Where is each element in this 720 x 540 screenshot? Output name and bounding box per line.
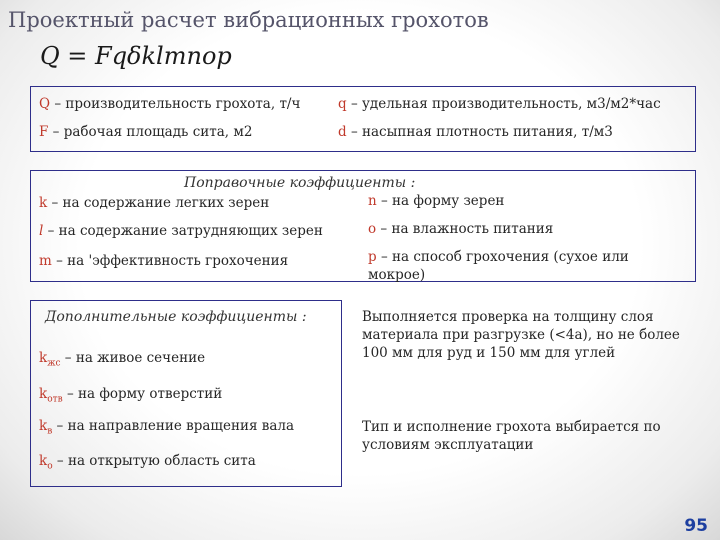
coef-kv-symbol <box>39 418 53 437</box>
coef-kv-base: k <box>39 418 48 434</box>
coef-kotv-desc: – на форму отверстий <box>62 386 223 402</box>
coef-ko-symbol <box>39 453 53 472</box>
coef-kotv-symbol <box>39 386 63 405</box>
coef-kotv <box>39 385 222 409</box>
additional-coefficients-box <box>30 300 342 487</box>
var-F-desc: – рабочая площадь сита, м2 <box>48 124 253 140</box>
var-q-symbol: q <box>338 96 347 112</box>
layer-thickness-note: Выполняется проверка на толщину слоя материала при разгрузке (<4a), но не более 100 мм для руд и 150 мм для углей <box>362 309 680 361</box>
coef-kv-desc: – на направление вращения вала <box>52 418 295 434</box>
coef-kotv-sub: отв <box>47 394 63 405</box>
var-q <box>338 95 661 113</box>
coef-k-desc: – на содержание легких зерен <box>47 195 270 211</box>
coef-kzh-desc: – на живое сечение <box>60 350 206 366</box>
coef-p-desc: – на способ грохочения (сухое или мокрое) <box>368 249 629 283</box>
coef-kotv-base: k <box>39 386 48 402</box>
coef-ko <box>39 452 256 476</box>
var-q-desc: – удельная производительность, м3/м2*час <box>346 96 661 112</box>
coef-n-symbol: n <box>368 193 377 209</box>
coef-l-symbol: l <box>39 223 44 239</box>
coef-n-desc: – на форму зерен <box>376 193 505 209</box>
coef-kv-sub: в <box>47 426 53 437</box>
coef-m-desc: – на 'эффективность грохочения <box>51 253 289 269</box>
coef-kzh-symbol <box>39 350 61 369</box>
coef-k <box>39 194 269 212</box>
correction-coefficients-box <box>30 170 696 282</box>
var-Q-symbol: Q <box>39 96 51 112</box>
var-F <box>39 123 252 141</box>
coef-ko-base: k <box>39 453 48 469</box>
screen-type-note: Тип и исполнение грохота выбирается по условиям эксплуатации <box>362 419 661 453</box>
var-Q-desc: – производительность грохота, т/ч <box>50 96 301 112</box>
coef-kzh <box>39 349 205 373</box>
coef-p <box>368 248 668 284</box>
variables-box <box>30 86 696 152</box>
coef-ko-sub: о <box>47 461 53 472</box>
var-d-desc: – насыпная плотность питания, т/м3 <box>346 124 613 140</box>
coef-kzh-base: k <box>39 350 48 366</box>
formula: Q = Fqδklmnop <box>40 42 232 70</box>
page-number: 95 <box>684 516 708 536</box>
var-F-symbol: F <box>39 124 49 140</box>
coef-ko-desc: – на открытую область сита <box>52 453 256 469</box>
additional-heading: Дополнительные коэффициенты : <box>45 309 307 325</box>
coef-kzh-sub: жс <box>47 358 61 369</box>
coef-l <box>39 222 323 240</box>
coef-n <box>368 192 504 210</box>
correction-heading: Поправочные коэффициенты : <box>184 175 416 191</box>
coef-o <box>368 220 553 238</box>
slide-title: Проектный расчет вибрационных грохотов <box>8 8 489 32</box>
var-d-symbol: d <box>338 124 347 140</box>
coef-k-symbol: k <box>39 195 48 211</box>
coef-m-symbol: m <box>39 253 52 269</box>
coef-kv <box>39 417 294 441</box>
var-d <box>338 123 613 141</box>
var-Q <box>39 95 300 113</box>
coef-p-symbol: p <box>368 249 377 265</box>
coef-l-desc: – на содержание затрудняющих зерен <box>43 223 323 239</box>
coef-o-desc: – на влажность питания <box>376 221 554 237</box>
coef-o-symbol: o <box>368 221 377 237</box>
coef-m <box>39 252 288 270</box>
